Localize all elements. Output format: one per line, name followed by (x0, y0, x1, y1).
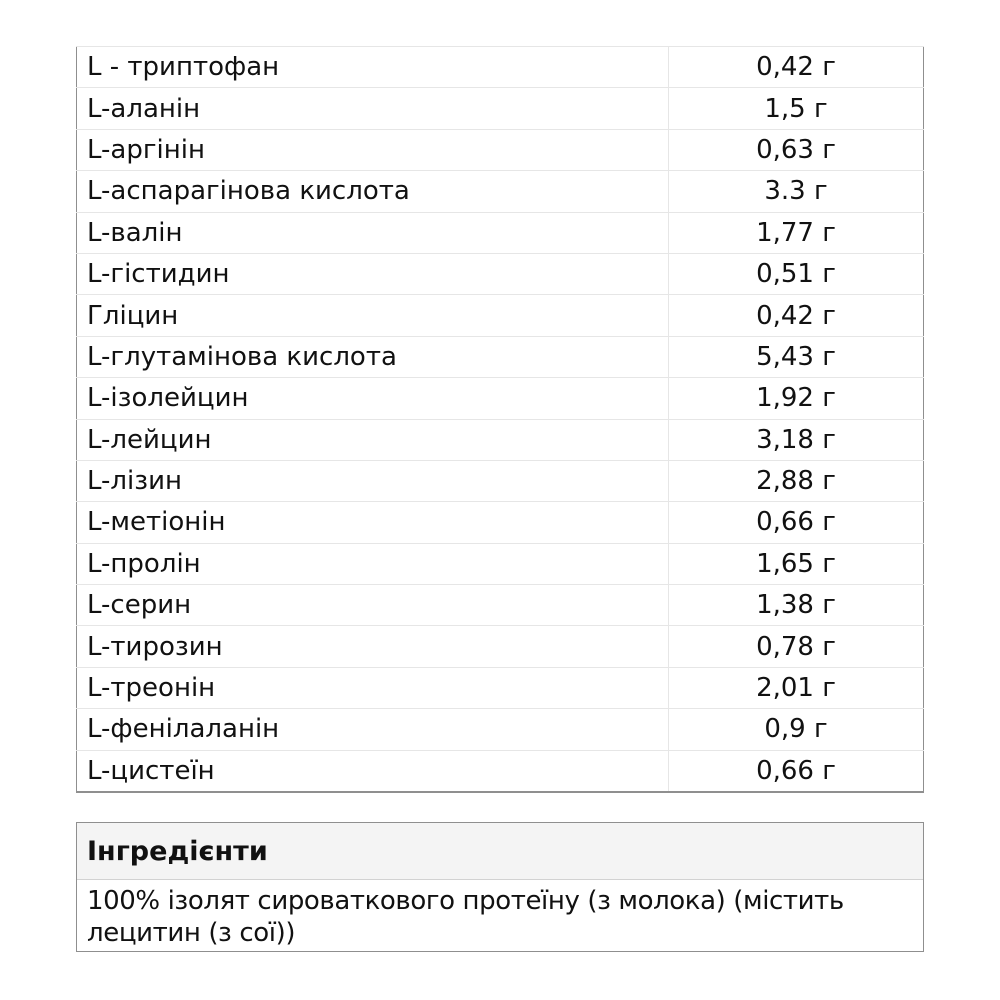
amino-acid-amount: 0,42 г (669, 47, 924, 88)
amino-acid-amount: 1,92 г (669, 378, 924, 419)
amino-acid-amount: 1,77 г (669, 212, 924, 253)
amino-acid-name: L-треонін (77, 667, 669, 708)
ingredients-title: Інгредієнти (77, 823, 923, 880)
amino-acid-name: L-аспарагінова кислота (77, 171, 669, 212)
amino-acid-amount: 2,88 г (669, 460, 924, 501)
table-row (77, 460, 924, 501)
amino-acid-name: Гліцин (77, 295, 669, 336)
table-row (77, 253, 924, 294)
amino-acid-name: L-лізин (77, 460, 669, 501)
amino-acid-name: L-глутамінова кислота (77, 336, 669, 377)
ingredients-section (76, 822, 924, 952)
table-row (77, 171, 924, 212)
table-row (77, 667, 924, 708)
amino-acid-name: L-серин (77, 585, 669, 626)
amino-acid-name: L - триптофан (77, 47, 669, 88)
table-row (77, 88, 924, 129)
table-row (77, 585, 924, 626)
amino-acid-amount: 0,66 г (669, 750, 924, 791)
amino-acid-name: L-аланін (77, 88, 669, 129)
table-row (77, 419, 924, 460)
table-row (77, 47, 924, 88)
amino-acid-amount: 0,51 г (669, 253, 924, 294)
amino-acid-name: L-цистеїн (77, 750, 669, 791)
amino-acid-amount: 0,78 г (669, 626, 924, 667)
amino-acid-amount: 2,01 г (669, 667, 924, 708)
amino-acid-amount: 3,18 г (669, 419, 924, 460)
amino-acid-name: L-пролін (77, 543, 669, 584)
table-row (77, 626, 924, 667)
amino-acid-name: L-ізолейцин (77, 378, 669, 419)
amino-acid-name: L-тирозин (77, 626, 669, 667)
amino-acid-amount: 1,38 г (669, 585, 924, 626)
table-row (77, 336, 924, 377)
amino-acid-amount: 0,42 г (669, 295, 924, 336)
amino-acid-amount: 0,63 г (669, 129, 924, 170)
amino-acid-amount: 1,65 г (669, 543, 924, 584)
amino-acid-amount: 0,66 г (669, 502, 924, 543)
amino-acid-amount: 5,43 г (669, 336, 924, 377)
amino-acid-name: L-фенілаланін (77, 709, 669, 750)
amino-acid-name: L-метіонін (77, 502, 669, 543)
amino-acid-name: L-гістидин (77, 253, 669, 294)
table-row (77, 212, 924, 253)
amino-acid-name: L-лейцин (77, 419, 669, 460)
ingredients-text: 100% ізолят сироваткового протеїну (з молока) (містить лецитин (з сої)) (87, 886, 844, 948)
table-row (77, 129, 924, 170)
table-row (77, 502, 924, 543)
amino-acid-table (76, 46, 924, 793)
amino-acid-amount: 1,5 г (669, 88, 924, 129)
table-row (77, 750, 924, 791)
amino-acid-name: L-валін (77, 212, 669, 253)
table-row (77, 543, 924, 584)
amino-acid-amount: 0,9 г (669, 709, 924, 750)
amino-acid-name: L-аргінін (77, 129, 669, 170)
table-row (77, 295, 924, 336)
amino-acid-amount: 3.3 г (669, 171, 924, 212)
table-row (77, 378, 924, 419)
table-row (77, 709, 924, 750)
